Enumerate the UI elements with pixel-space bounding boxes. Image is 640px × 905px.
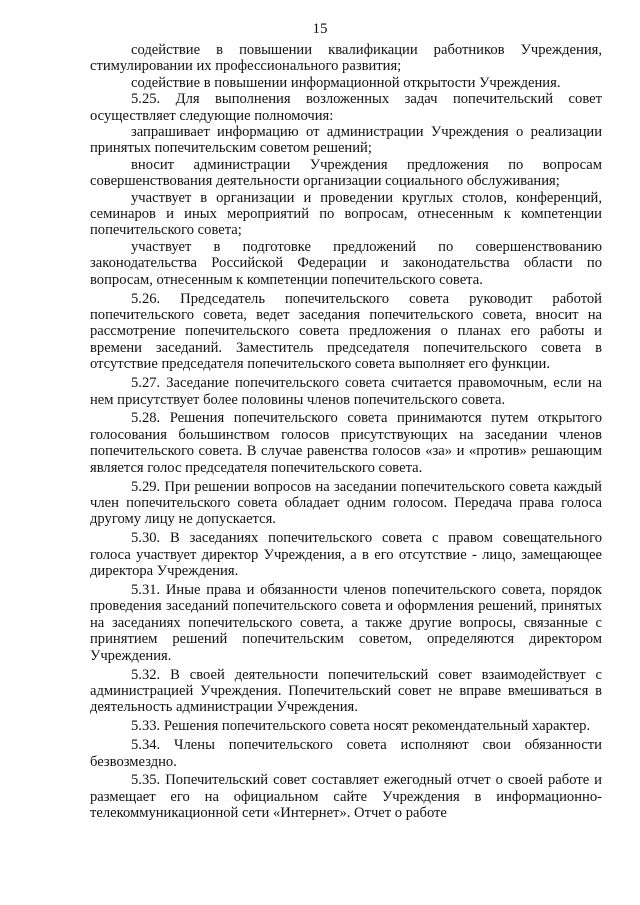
paragraph: содействие в повышении информационной открытости Учреждения. bbox=[131, 74, 561, 91]
paragraph: 5.32. В своей деятельности попечительский совет взаимодействует с администрацией Учреждения. Попечительский совет не вправе вмешиваться в деятельность администрации Учреждения. bbox=[90, 666, 602, 716]
paragraph: участвует в подготовке предложений по совершенствованию законодательства Российской Федерации и законодательства области по вопросам, отнесенным к компетенции попечительского совета. bbox=[90, 238, 602, 288]
paragraph: 5.30. В заседаниях попечительского совета с правом совещательного голоса участвует директор Учреждения, а в его отсутствие - лицо, замещающее директора Учреждения. bbox=[90, 530, 602, 580]
paragraph: 5.28. Решения попечительского совета принимаются путем открытого голосования большинством голосов присутствующих на заседании членов попечительского совета. В случае равенства голосов «за» и «против» решающим является голос председателя попечительского совета. bbox=[90, 410, 602, 476]
paragraph: 5.29. При решении вопросов на заседании попечительского совета каждый член попечительского совета обладает одним голосом. Передача права голоса другому лицу не допускается. bbox=[90, 478, 602, 528]
paragraph: содействие в повышении квалификации работников Учреждения, стимулировании их профессионального развития; bbox=[90, 42, 602, 75]
page-number: 15 bbox=[312, 21, 328, 37]
paragraph: вносит администрации Учреждения предложения по вопросам совершенствования деятельности организации социального обслуживания; bbox=[90, 156, 602, 190]
paragraph: участвует в организации и проведении круглых столов, конференций, семинаров и иных мероприятий по вопросам, отнесенным к компетенции попечительского совета; bbox=[90, 189, 602, 239]
paragraph: 5.26. Председатель попечительского совета руководит работой попечительского совета, ведет заседания попечительского совета, вносит на рассмотрение попечительского совета предложения о планах его работы и времени заседаний. Заместитель председателя попечительского совета в отсутствие председателя попечительского совета выполняет его функции. bbox=[90, 290, 602, 373]
paragraph: 5.31. Иные права и обязанности членов попечительского совета, порядок проведения заседаний попечительского совета и оформления решений, принятых на заседаниях попечительского совета, а также другие вопросы, связанные с принятием решений попечительским советом, определяются директором Учреждения. bbox=[90, 582, 602, 664]
document-body bbox=[90, 42, 602, 822]
paragraph: 5.25. Для выполнения возложенных задач попечительский совет осуществляет следующие полномочия: bbox=[90, 91, 602, 124]
paragraph: 5.27. Заседание попечительского совета считается правомочным, если на нем присутствует более половины членов попечительского совета. bbox=[90, 375, 602, 408]
paragraph: 5.33. Решения попечительского совета носят рекомендательный характер. bbox=[131, 718, 591, 735]
paragraph: запрашивает информацию от администрации Учреждения о реализации принятых попечительским советом решений; bbox=[90, 124, 602, 157]
paragraph: 5.34. Члены попечительского совета исполняют свои обязанности безвозмездно. bbox=[90, 737, 602, 770]
paragraph: 5.35. Попечительский совет составляет ежегодный отчет о своей работе и размещает его на официальном сайте Учреждения в информационно-телекоммуникационной сети «Интернет». Отчет о работе bbox=[90, 772, 602, 822]
